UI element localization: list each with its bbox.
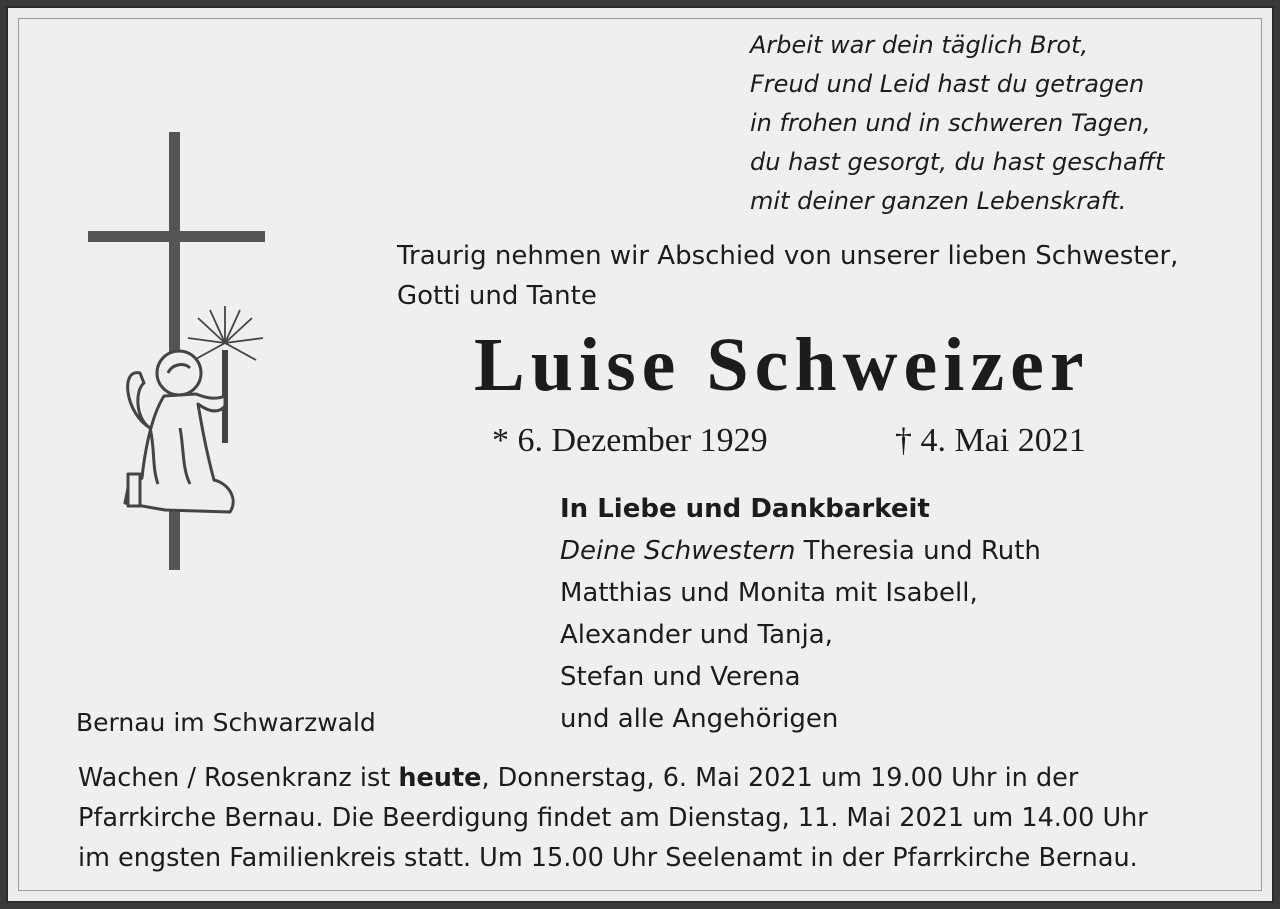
- family-signatures: [560, 488, 1041, 740]
- family-line: Matthias und Monita mit Isabell,: [560, 578, 978, 608]
- poem-line: mit deiner ganzen Lebenskraft.: [750, 187, 1127, 215]
- poem-line: Freud und Leid hast du getragen: [750, 70, 1145, 98]
- intro-text: [397, 236, 1178, 316]
- praying-angel-icon: [125, 351, 233, 512]
- family-heading: In Liebe und Dankbarkeit: [560, 494, 930, 524]
- family-line-sisters: [560, 530, 1041, 572]
- death-date: † 4. Mai 2021: [895, 422, 1086, 459]
- sisters-prefix: Deine Schwestern: [560, 536, 796, 566]
- deceased-name: Luise Schweizer: [474, 323, 1090, 407]
- intro-line-2: Gotti und Tante: [397, 281, 597, 311]
- service-notice: [78, 758, 1148, 878]
- notice-today: heute: [398, 763, 482, 793]
- sisters-names: Theresia und Ruth: [795, 536, 1041, 566]
- poem: [750, 26, 1164, 221]
- notice-line-3: im engsten Familienkreis statt. Um 15.00 Uhr Seelenamt in der Pfarrkirche Bernau.: [78, 843, 1138, 873]
- notice-text: , Donnerstag, 6. Mai 2021 um 19.00 Uhr in der: [481, 763, 1079, 793]
- birth-date: * 6. Dezember 1929: [492, 422, 768, 459]
- notice-line-2: Pfarrkirche Bernau. Die Beerdigung findet am Dienstag, 11. Mai 2021 um 14.00 Uhr: [78, 803, 1148, 833]
- intro-line-1: Traurig nehmen wir Abschied von unserer lieben Schwester,: [397, 241, 1179, 271]
- family-line: und alle Angehörigen: [560, 704, 839, 734]
- cross-icon: [80, 128, 280, 578]
- notice-line-1: [78, 758, 1148, 798]
- notice-text: Wachen / Rosenkranz ist: [78, 763, 399, 793]
- poem-line: in frohen und in schweren Tagen,: [750, 109, 1151, 137]
- family-line: Alexander und Tanja,: [560, 620, 833, 650]
- poem-line: Arbeit war dein täglich Brot,: [750, 31, 1089, 59]
- family-line: Stefan und Verena: [560, 662, 801, 692]
- place: Bernau im Schwarzwald: [76, 708, 376, 737]
- poem-line: du hast gesorgt, du hast geschafft: [750, 148, 1165, 176]
